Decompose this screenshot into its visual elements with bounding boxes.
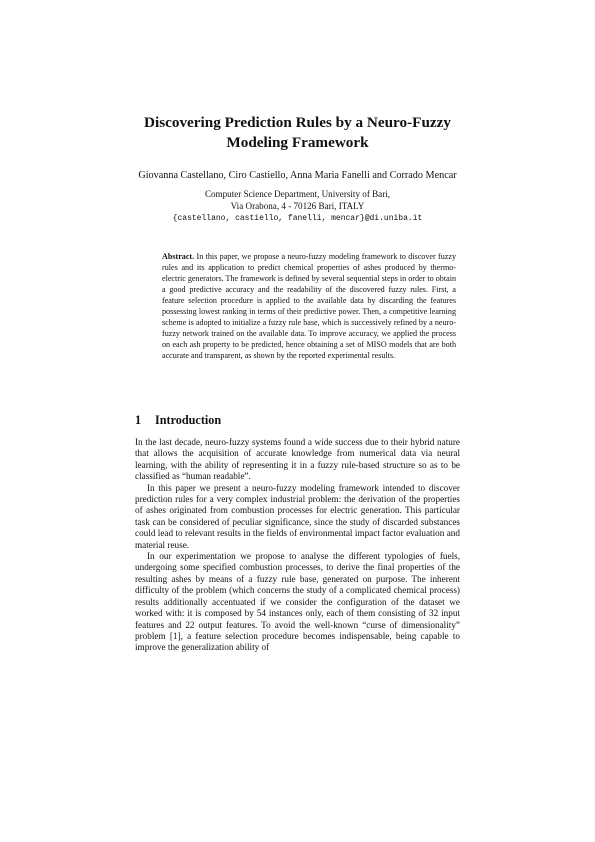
paper-title [100,113,495,153]
section-number: 1 [135,413,142,427]
author-emails: {castellano, castiello, fanelli, mencar}@di.uniba.it [172,213,423,223]
section-heading [135,413,221,428]
paragraph-2: In this paper we present a neuro-fuzzy modeling framework intended to discover prediction rules for a very complex industrial problem: the derivation of the properties of ashes originated from combustion processes for electric generation. This particular task can be considered of peculiar significance, since the study of discarded substances could lead to relevant results in the fields of environmental impact factor evaluation and material reuse. [135,482,460,550]
paragraph-1: In the last decade, neuro-fuzzy systems found a wide success due to their hybrid nature that allows the acquisition of accurate knowledge from numerical data via neural learning, with the ability of representing it in a fuzzy rule-based structure so as to be classified as “human readable”. [135,437,460,482]
paragraph-3: In our experimentation we propose to analyse the different typologies of fuels, undergoing some specified combustion processes, to derive the final properties of the resulting ashes by means of a fuzzy rule base, generated on purpose. The inherent difficulty of the problem (which concerns the study of a complicated chemical process) results additionally accentuated if we consider the configuration of the dataset we worked with: it is composed by 54 instances only, each of them consisting of 32 input features and 22 output features. To avoid the well-known “curse of dimensionality” problem [1], a feature selection procedure becomes indispensable, being capable to improve the generalization ability of [135,551,460,653]
abstract-label: Abstract. [162,252,195,261]
author-list: Giovanna Castellano, Ciro Castiello, Anna Maria Fanelli and Corrado Mencar [138,170,457,181]
affiliation [110,189,485,224]
affiliation-line-1: Computer Science Department, University of Bari, [204,189,391,199]
section-title: Introduction [155,413,222,427]
abstract-text: In this paper, we propose a neuro-fuzzy modeling framework to discover fuzzy rules and its application to predict chemical properties of ashes produced by thermo-electric generators. The framework is defined by several sequential steps in order to obtain a good predictive accuracy and the readability of the discovered fuzzy rules. First, a feature selection procedure is applied to the available data by discarding the features possessing lowest ranking in terms of their predictive power. Then, a competitive learning scheme is adopted to initialize a fuzzy rule base, which is successively refined by a neuro-fuzzy network trained on the available data. To improve accuracy, we applied the process on each ash property to be predicted, hence obtaining a set of MISO models that are both accurate and transparent, as shown by the reported experimental results. [162,252,456,360]
title-line-1: Discovering Prediction Rules by a Neuro-Fuzzy [144,114,451,131]
title-line-2: Modeling Framework [226,134,369,151]
abstract [162,251,456,361]
affiliation-line-2: Via Orabona, 4 - 70126 Bari, ITALY [230,200,365,211]
body-text [135,437,460,654]
